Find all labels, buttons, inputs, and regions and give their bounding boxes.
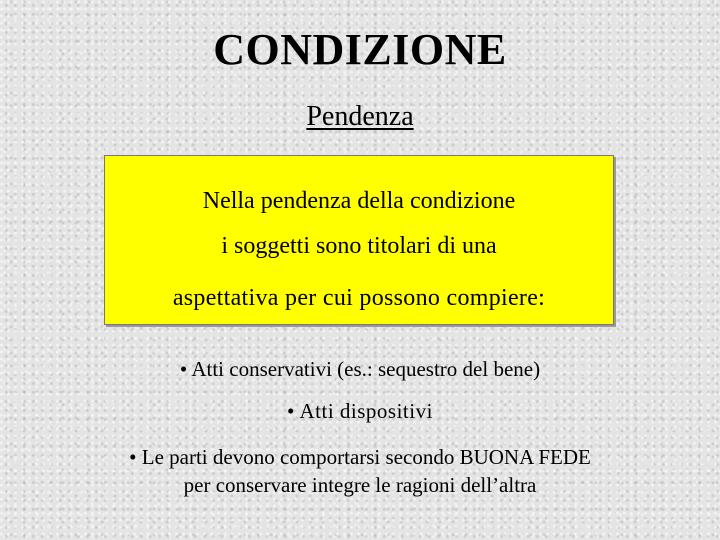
highlight-line: aspettativa per cui possono compiere: [172, 285, 546, 311]
bullet-item-continuation: per conservare integre le ragioni dell’altra [183, 473, 537, 497]
slide-title: CONDIZIONE [213, 25, 507, 74]
bullet-item: • Atti conservativi (es.: sequestro del bene) [179, 357, 541, 381]
highlight-box [104, 155, 614, 325]
slide-subtitle [0, 100, 720, 134]
bullet-item: • Le parti devono comportarsi secondo BUONA FEDE [129, 445, 591, 469]
highlight-line: Nella pendenza della condizione [202, 188, 516, 214]
subtitle-text: Pendenza [306, 101, 414, 132]
bullet-item: • Atti dispositivi [287, 399, 433, 423]
highlight-line: i soggetti sono titolari di una [221, 233, 497, 259]
